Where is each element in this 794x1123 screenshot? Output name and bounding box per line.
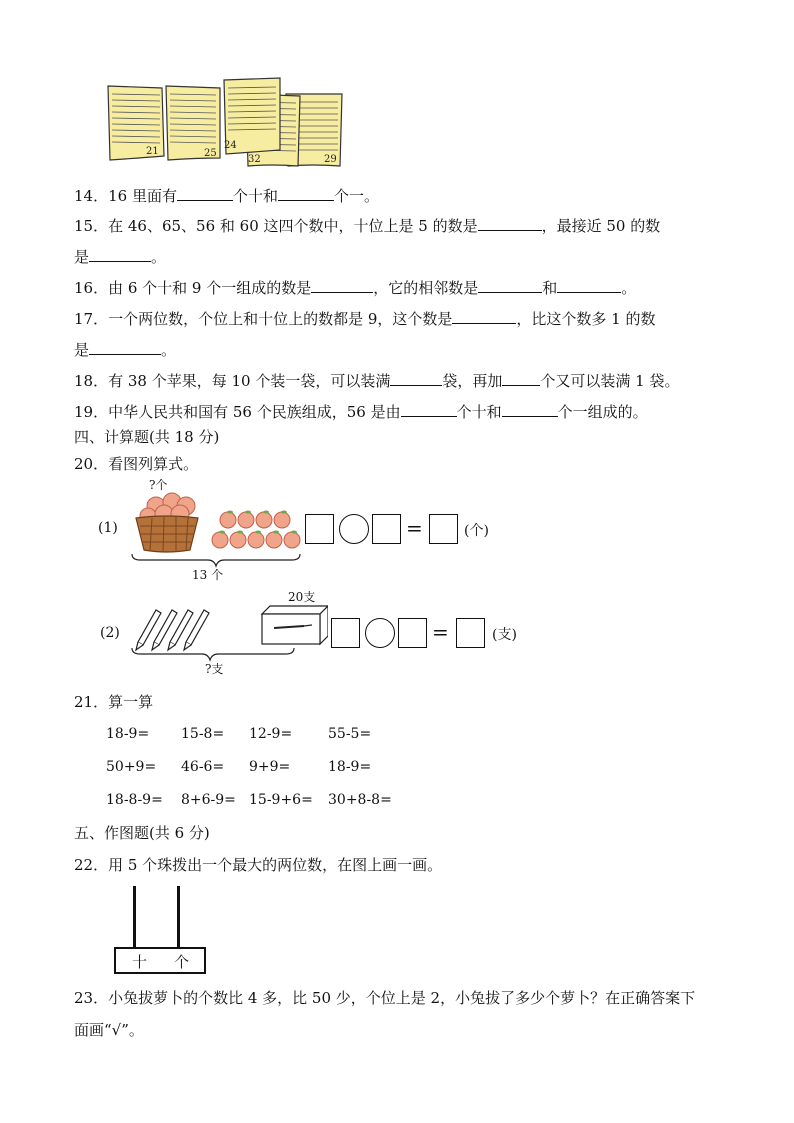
box-count-label: 20支: [288, 590, 316, 604]
brace-total-label: ?支: [205, 662, 224, 676]
answer-blank[interactable]: [311, 276, 373, 293]
tens-label: 十: [132, 953, 148, 971]
unit-label: (支): [492, 627, 517, 643]
answer-blank[interactable]: [177, 184, 233, 201]
calc-item: 15-8=: [181, 726, 225, 742]
question-16: 16．由 6 个十和 9 个一组成的数是 ，它的相邻数是 和 。: [74, 276, 636, 298]
answer-box[interactable]: [305, 514, 334, 544]
answer-blank[interactable]: [401, 400, 457, 417]
question-18: 18．有 38 个苹果，每 10 个装一袋，可以装满 袋，再加 个又可以装满 1 袋。: [74, 369, 679, 391]
question-17-cont: 是 。: [74, 338, 176, 360]
part-2-label: (2): [100, 625, 120, 641]
question-23-cont: 面画“√”。: [74, 1021, 144, 1039]
calc-item: 12-9=: [249, 726, 293, 742]
ones-label: 个: [174, 953, 190, 971]
brace: [132, 648, 294, 660]
question-15-cont: 是 。: [74, 245, 166, 267]
answer-blank[interactable]: [278, 184, 334, 201]
brace: [132, 554, 300, 566]
peach-icons: [212, 512, 300, 548]
question-23: 23．小兔拔萝卜的个数比 4 多，比 50 少，个位上是 2，小兔拔了多少个萝卜？在正确答案下: [74, 989, 696, 1007]
calc-item: 18-8-9=: [106, 792, 163, 808]
calc-item: 55-5=: [328, 726, 372, 742]
answer-blank[interactable]: [390, 369, 442, 386]
question-15: 15．在 46、65、56 和 60 这四个数中，十位上是 5 的数是 ，最接近 50 的数: [74, 214, 660, 236]
calc-item: 50+9=: [106, 759, 157, 775]
calc-item: 30+8-8=: [328, 792, 392, 808]
pen-box-icon: [262, 606, 328, 644]
equals-sign: =: [406, 516, 423, 540]
calc-item: 15-9+6=: [249, 792, 313, 808]
question-21-title: 21．算一算: [74, 693, 154, 711]
question-mark-count-label: ?个: [149, 478, 168, 492]
question-22-title: 22．用 5 个珠拨出一个最大的两位数，在图上画一画。: [74, 856, 443, 874]
question-14: 14．16 里面有 个十和 个一。: [74, 184, 379, 206]
question-17: 17．一个两位数，个位上和十位上的数都是 9，这个数是 ，比这个数多 1 的数: [74, 307, 656, 329]
calc-item: 18-9=: [106, 726, 150, 742]
section-5-title: 五、作图题(共 6 分): [74, 824, 210, 842]
part-1-label: (1): [98, 520, 118, 536]
paper-label: 32: [248, 154, 261, 165]
basket-icon: [136, 516, 198, 552]
answer-blank[interactable]: [557, 276, 621, 293]
equals-sign: =: [432, 620, 449, 644]
calc-item: 46-6=: [181, 759, 225, 775]
operator-circle[interactable]: [365, 618, 395, 648]
question-20-title: 20．看图列算式。: [74, 455, 199, 473]
section-4-title: 四、计算题(共 18 分): [74, 428, 220, 446]
unit-label: (个): [464, 523, 489, 539]
calc-item: 18-9=: [328, 759, 372, 775]
answer-blank[interactable]: [502, 400, 558, 417]
answer-blank[interactable]: [502, 369, 540, 386]
answer-blank[interactable]: [89, 338, 161, 355]
answer-blank[interactable]: [89, 245, 151, 262]
answer-blank[interactable]: [452, 307, 516, 324]
abacus-base: [114, 947, 206, 974]
paper-stacks-illustration: [100, 76, 350, 168]
answer-box[interactable]: [456, 618, 485, 648]
brace-total-label: 13 个: [192, 568, 224, 582]
abacus-rod-tens[interactable]: [133, 886, 136, 948]
answer-blank[interactable]: [478, 276, 542, 293]
calc-item: 8+6-9=: [181, 792, 236, 808]
question-19: 19．中华人民共和国有 56 个民族组成，56 是由 个十和 个一组成的。: [74, 400, 648, 422]
paper-label: 29: [324, 154, 337, 165]
paper-label: 21: [146, 146, 159, 157]
calc-item: 9+9=: [249, 759, 291, 775]
answer-box[interactable]: [429, 514, 458, 544]
abacus[interactable]: [114, 886, 206, 976]
pen-icons: [136, 610, 209, 650]
operator-circle[interactable]: [339, 514, 369, 544]
answer-box[interactable]: [398, 618, 427, 648]
abacus-rod-ones[interactable]: [177, 886, 180, 948]
peach-basket-illustration: [128, 488, 304, 568]
answer-box[interactable]: [331, 618, 360, 648]
answer-blank[interactable]: [478, 214, 542, 231]
answer-box[interactable]: [372, 514, 401, 544]
paper-label: 25: [204, 148, 217, 159]
paper-label: 24: [224, 140, 237, 151]
